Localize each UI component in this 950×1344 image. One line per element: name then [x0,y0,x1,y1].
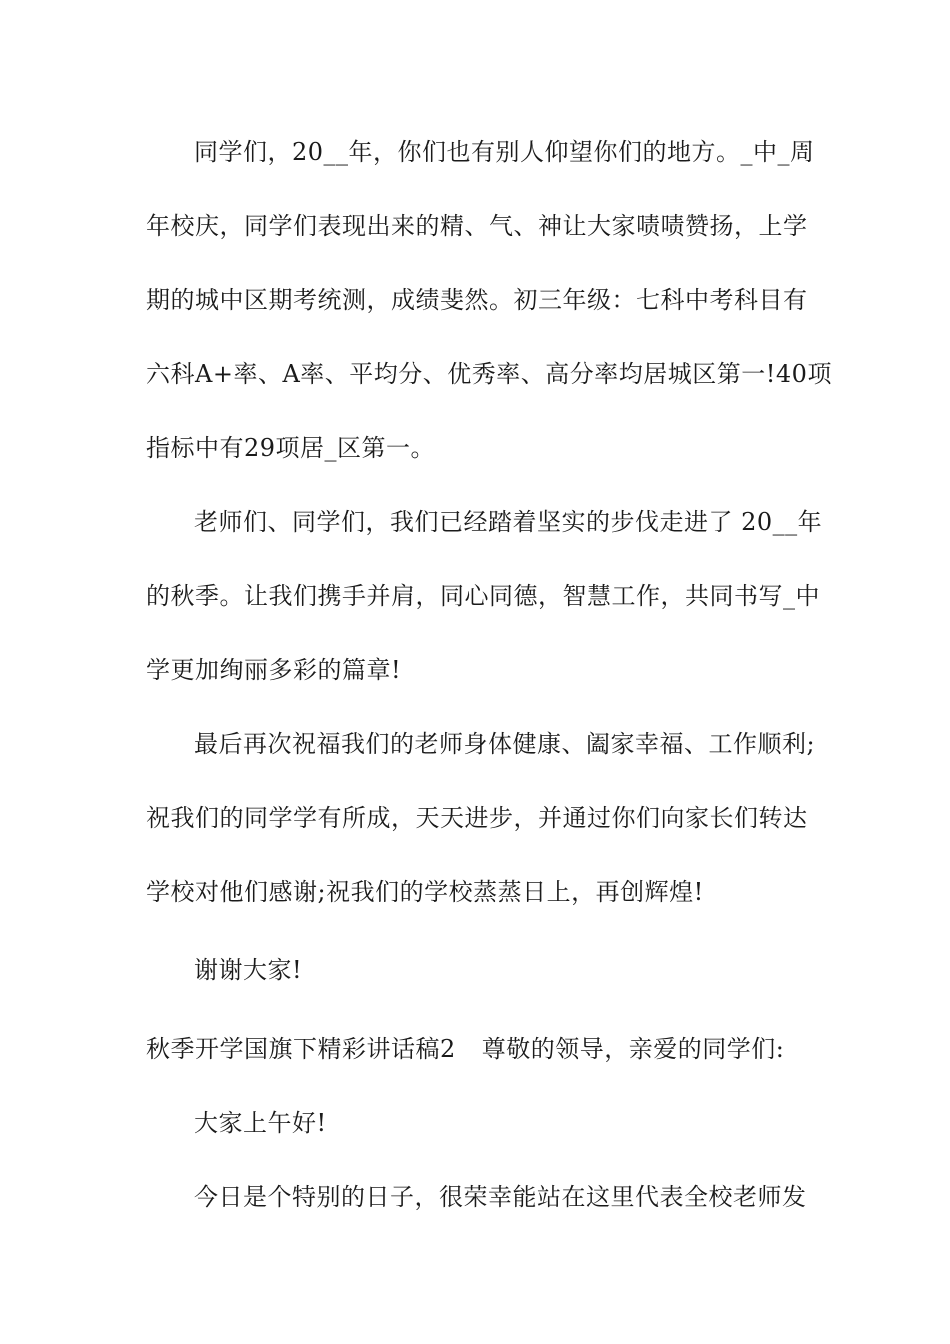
text-line: 谢谢大家! [194,956,303,984]
text-line: 大家上午好! [194,1109,327,1137]
section-heading-row [146,1034,806,1064]
text-line: 老师们、同学们，我们已经踏着坚实的步伐走进了 20__年 [194,508,823,536]
text-line: 今日是个特别的日子，很荣幸能站在这里代表全校老师发 [194,1183,807,1211]
text-line: 年校庆，同学们表现出来的精、气、神让大家啧啧赞扬，上学 [146,212,808,240]
text-line: 同学们，20__年，你们也有别人仰望你们的地方。_中_周 [194,138,815,166]
text-line: 学校对他们感谢;祝我们的学校蒸蒸日上，再创辉煌! [146,878,704,906]
text-line: 期的城中区期考统测，成绩斐然。初三年级：七科中考科目有 [146,286,808,314]
text-line: 的秋季。让我们携手并肩，同心同德，智慧工作，共同书写_中 [146,582,820,610]
text-line: 祝我们的同学学有所成，天天进步，并通过你们向家长们转达 [146,804,808,832]
text-line: 六科A+率、A率、平均分、优秀率、高分率均居城区第一!40项 [146,360,832,388]
text-line: 最后再次祝福我们的老师身体健康、阖家幸福、工作顺利; [194,730,816,758]
salutation: 尊敬的领导，亲爱的同学们: [481,1035,785,1063]
text-line: 指标中有29项居_区第一。 [146,434,436,462]
section-title: 秋季开学国旗下精彩讲话稿2 [146,1035,456,1063]
text-line: 学更加绚丽多彩的篇章! [146,656,402,684]
